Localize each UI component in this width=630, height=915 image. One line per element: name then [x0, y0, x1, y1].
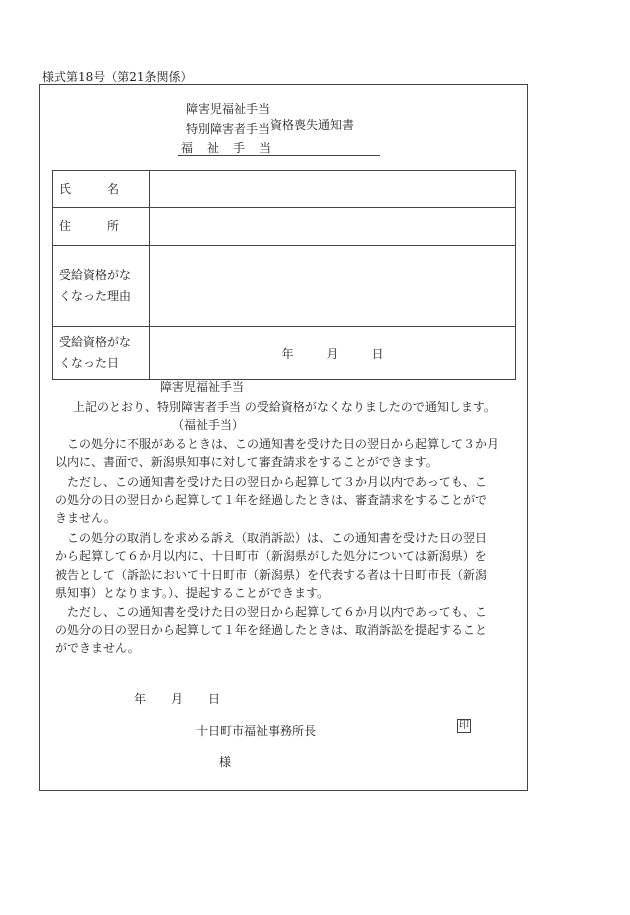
notice-allowance-c: （福祉手当） [172, 418, 245, 432]
table-row-reason [53, 246, 516, 327]
notice-allowance-a: 障害児福祉手当 [160, 380, 245, 394]
instruction-line: から起算して６か月以内に、十日町市（新潟県がした処分については新潟県）を [55, 549, 487, 563]
heading-allowance-1: 障害児福祉手当 [186, 102, 271, 116]
date-day-unit: 日 [371, 346, 384, 361]
instruction-line: この処分に不服があるときは、この通知書を受けた日の翌日から起算して３か月 [67, 437, 500, 451]
instruction-line: 以内に、書面で、新潟県知事に対して審査請求をすることができます。 [55, 455, 438, 469]
table-row-address [53, 208, 516, 246]
instruction-line: の処分の日の翌日から起算して１年を経過したときは、取消訴訟を提起すること [55, 623, 488, 637]
address-field[interactable] [150, 208, 516, 246]
date-label-line2: くなった日 [59, 356, 120, 370]
date-month-unit: 月 [326, 346, 339, 361]
instruction-line: ただし、この通知書を受けた日の翌日から起算して３か月以内であっても、こ [67, 475, 487, 489]
date-label-line1: 受給資格がな [59, 335, 132, 349]
notice-main-sentence: 上記のとおり、特別障害者手当 の受給資格がなくなりましたので通知します。 [73, 400, 496, 414]
table-row-date [53, 327, 516, 380]
heading-allowance-3: 福 祉 手 当 [181, 141, 273, 155]
name-label: 氏 名 [53, 171, 150, 208]
seal-icon [457, 719, 471, 733]
date-field[interactable] [150, 327, 516, 380]
form-number: 様式第18号（第21条関係） [42, 70, 193, 84]
instruction-line: この処分の取消しを求める訴え（取消訴訟）は、この通知書を受けた日の翌日 [67, 531, 488, 545]
seal-label: 印 [459, 720, 469, 731]
name-field[interactable] [150, 171, 516, 208]
instruction-line: ができません。 [55, 641, 140, 655]
date-label [53, 327, 150, 380]
instruction-line: きません。 [55, 511, 116, 525]
date-year-unit: 年 [281, 346, 294, 361]
instruction-line: 被告として（訴訟において十日町市（新潟県）を代表する者は十日町市長（新潟 [55, 568, 488, 582]
heading-allowance-2: 特別障害者手当 [186, 122, 271, 136]
address-label: 住 所 [53, 208, 150, 246]
heading-document-title: 資格喪失通知書 [270, 118, 355, 132]
reason-label-line2: くなった理由 [59, 289, 132, 303]
addressee-suffix: 様 [219, 755, 232, 769]
issuer-name: 十日町市福祉事務所長 [196, 724, 317, 738]
instruction-line: の処分の日の翌日から起算して１年を経過したときは、審査請求をすることがで [55, 493, 488, 507]
instruction-line: 県知事）となります。）、提起することができます。 [55, 586, 330, 600]
table-row-name [53, 171, 516, 208]
reason-field[interactable] [150, 246, 516, 327]
issue-date-year: 年 [134, 692, 147, 706]
instruction-line: ただし、この通知書を受けた日の翌日から起算して６か月以内であっても、こ [67, 605, 487, 619]
reason-label-line1: 受給資格がな [59, 268, 132, 282]
issue-date-month: 月 [171, 692, 184, 706]
recipient-info-table [52, 170, 516, 380]
heading-underline [178, 155, 380, 156]
reason-label [53, 246, 150, 327]
issue-date-day: 日 [208, 692, 221, 706]
